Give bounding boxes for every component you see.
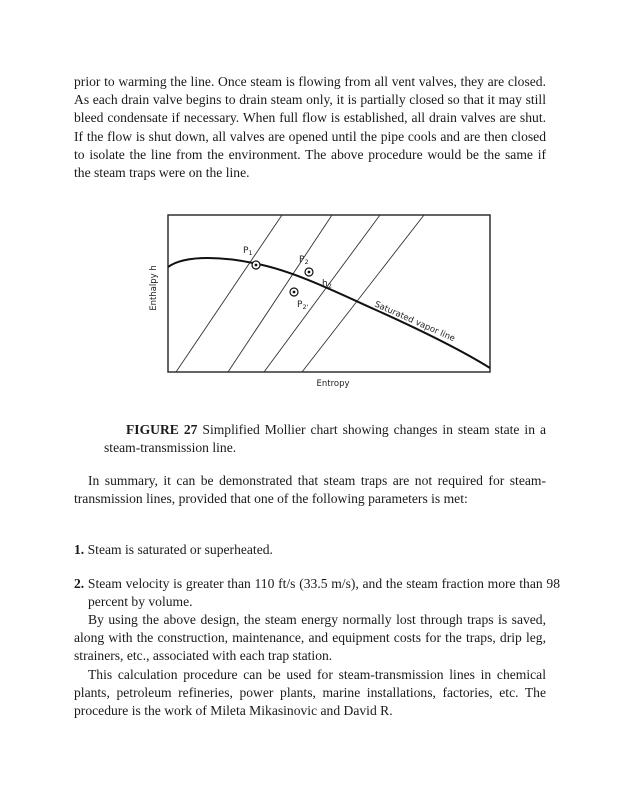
mollier-chart <box>146 210 496 395</box>
list-item-1-text: Steam is saturated or superheated. <box>84 542 273 557</box>
list-item-2-text: Steam velocity is greater than 110 ft/s (33.5 m/s), and the steam fraction more than 98 percent by volume. <box>84 576 560 610</box>
label-p2prime: $P_{2'}$ <box>297 300 309 311</box>
paragraph-top: prior to warming the line. Once steam is flowing from all vent valves, they are closed. As each drain valve begins to drain steam only, it is partially closed so that it may still bleed condensate if necessary. When full flow is established, all drain valves are shut. If the flow is shut down, all valves are opened until the pipe cools and are then closed to isolate the line from the environment. The above procedure would be the same if the steam traps were on the line. <box>74 74 546 181</box>
figure-caption-label: FIGURE 27 <box>126 422 198 437</box>
paragraph-design: By using the above design, the steam energy normally lost through traps is saved, along with the construction, maintenance, and equipment costs for the traps, drip leg, strainers, etc., associated with each trap station. <box>74 612 546 664</box>
point-p1-dot <box>255 264 258 267</box>
point-p2prime-dot <box>293 291 296 294</box>
figure-caption <box>104 421 546 457</box>
pressure-line-1 <box>176 215 282 372</box>
label-p1: $P_1$ <box>243 246 253 257</box>
pressure-line-2 <box>228 215 332 372</box>
label-p2: $P_2$ <box>299 255 309 266</box>
mollier-chart-figure <box>146 210 496 395</box>
paragraph-procedure: This calculation procedure can be used for steam-transmission lines in chemical plants, petroleum refineries, power plants, marine installations, factories, etc. The procedure is the work of Mileta Mikasinovic and David R. <box>74 667 546 719</box>
label-saturated-vapor-line: Saturated vapor line <box>372 299 457 345</box>
paragraph-summary: In summary, it can be demonstrated that steam traps are not required for steam-transmission lines, provided that one of the following parameters is met: <box>74 473 546 507</box>
list-item-2 <box>74 575 560 611</box>
point-p2-dot <box>308 271 311 274</box>
label-h2: $h_2$ <box>322 279 332 290</box>
chart-frame <box>168 215 490 372</box>
figure-caption-text: Simplified Mollier chart showing changes in steam state in a steam-transmission line. <box>104 422 546 456</box>
x-axis-label: Entropy <box>316 379 350 389</box>
list-item-2-number: 2. <box>74 576 85 591</box>
y-axis-label: Enthalpy h <box>149 265 159 311</box>
list-item-1-number: 1. <box>74 542 85 557</box>
list-item-1 <box>74 541 546 559</box>
